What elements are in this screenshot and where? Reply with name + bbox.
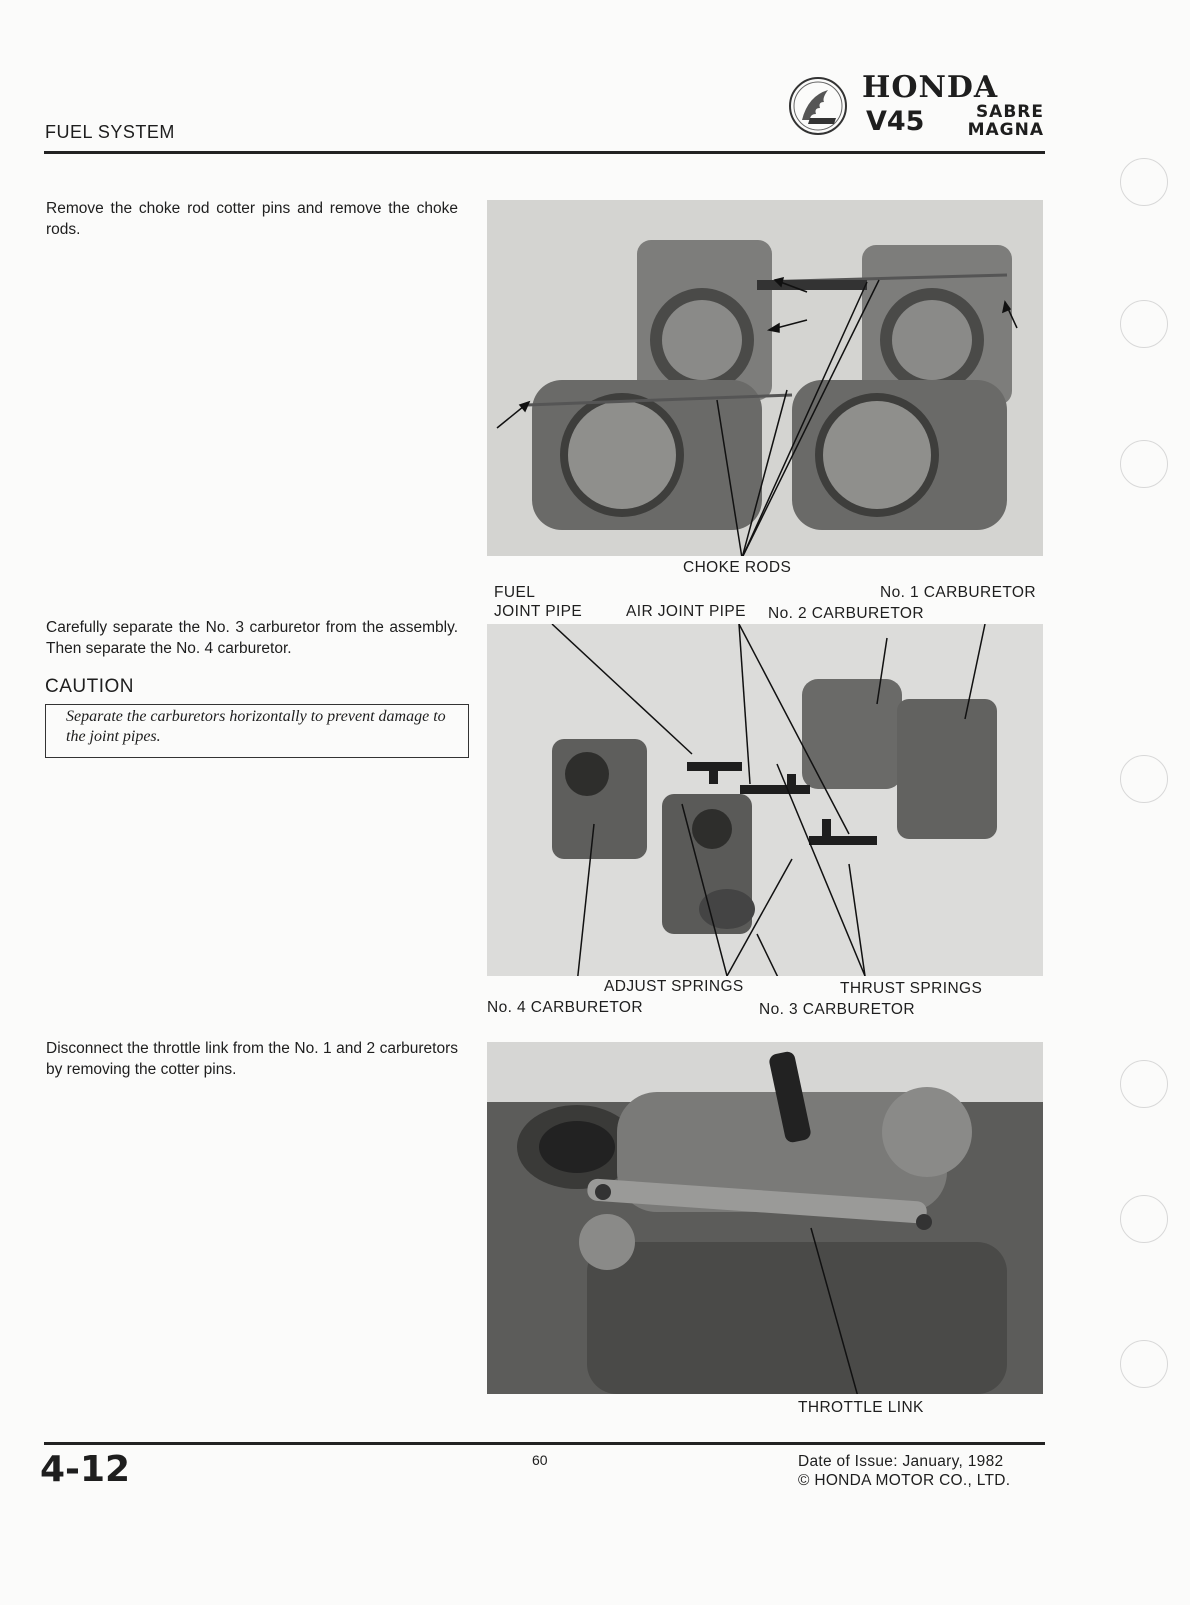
figure-throttle-link-photo bbox=[487, 1042, 1043, 1394]
label-air-joint-pipe: AIR JOINT PIPE bbox=[626, 603, 746, 620]
page-code: 4-12 bbox=[40, 1449, 131, 1490]
caution-box: Separate the carburetors horizontally to prevent damage to the joint pipes. bbox=[45, 704, 469, 758]
label-adjust-springs: ADJUST SPRINGS bbox=[604, 978, 744, 995]
binder-hole bbox=[1120, 300, 1168, 348]
binder-hole bbox=[1120, 755, 1168, 803]
label-no3-carburetor: No. 3 CARBURETOR bbox=[759, 1001, 915, 1018]
binder-hole bbox=[1120, 158, 1168, 206]
model-name: V45 bbox=[866, 106, 925, 137]
variant-sabre: SABRE bbox=[975, 102, 1044, 122]
step-text-throttle-link: Disconnect the throttle link from the No. 1 and 2 carburetors by removing the cotter pins. bbox=[46, 1040, 458, 1078]
binder-hole bbox=[1120, 1060, 1168, 1108]
figure-carburetor-separation-photo bbox=[487, 624, 1043, 976]
caution-heading: CAUTION bbox=[45, 676, 134, 697]
variant-magna: MAGNA bbox=[967, 120, 1044, 140]
brand-name: HONDA bbox=[862, 70, 999, 105]
label-throttle-link: THROTTLE LINK bbox=[798, 1399, 924, 1416]
binder-hole bbox=[1120, 1340, 1168, 1388]
step-text-separate-carburetors: Carefully separate the No. 3 carburetor from the assembly. Then separate the No. 4 carburetor. bbox=[46, 619, 458, 657]
copyright: © HONDA MOTOR CO., LTD. bbox=[798, 1472, 1011, 1489]
step-text-choke-rods: Remove the choke rod cotter pins and remove the choke rods. bbox=[46, 200, 458, 238]
header-rule bbox=[44, 151, 1045, 154]
label-fuel: FUEL bbox=[494, 584, 536, 601]
honda-wing-icon bbox=[788, 76, 848, 136]
figure-choke-rods-photo bbox=[487, 200, 1043, 556]
label-no1-carburetor: No. 1 CARBURETOR bbox=[880, 584, 1036, 601]
footer-rule bbox=[44, 1442, 1045, 1445]
label-no2-carburetor: No. 2 CARBURETOR bbox=[768, 605, 924, 622]
label-joint-pipe: JOINT PIPE bbox=[494, 603, 583, 620]
label-thrust-springs: THRUST SPRINGS bbox=[840, 980, 983, 997]
section-title: FUEL SYSTEM bbox=[45, 122, 175, 142]
label-choke-rods: CHOKE RODS bbox=[683, 559, 792, 576]
binder-hole bbox=[1120, 1195, 1168, 1243]
label-no4-carburetor: No. 4 CARBURETOR bbox=[487, 999, 643, 1016]
page-number: 60 bbox=[532, 1452, 548, 1468]
binder-hole bbox=[1120, 440, 1168, 488]
issue-date: Date of Issue: January, 1982 bbox=[798, 1453, 1004, 1470]
